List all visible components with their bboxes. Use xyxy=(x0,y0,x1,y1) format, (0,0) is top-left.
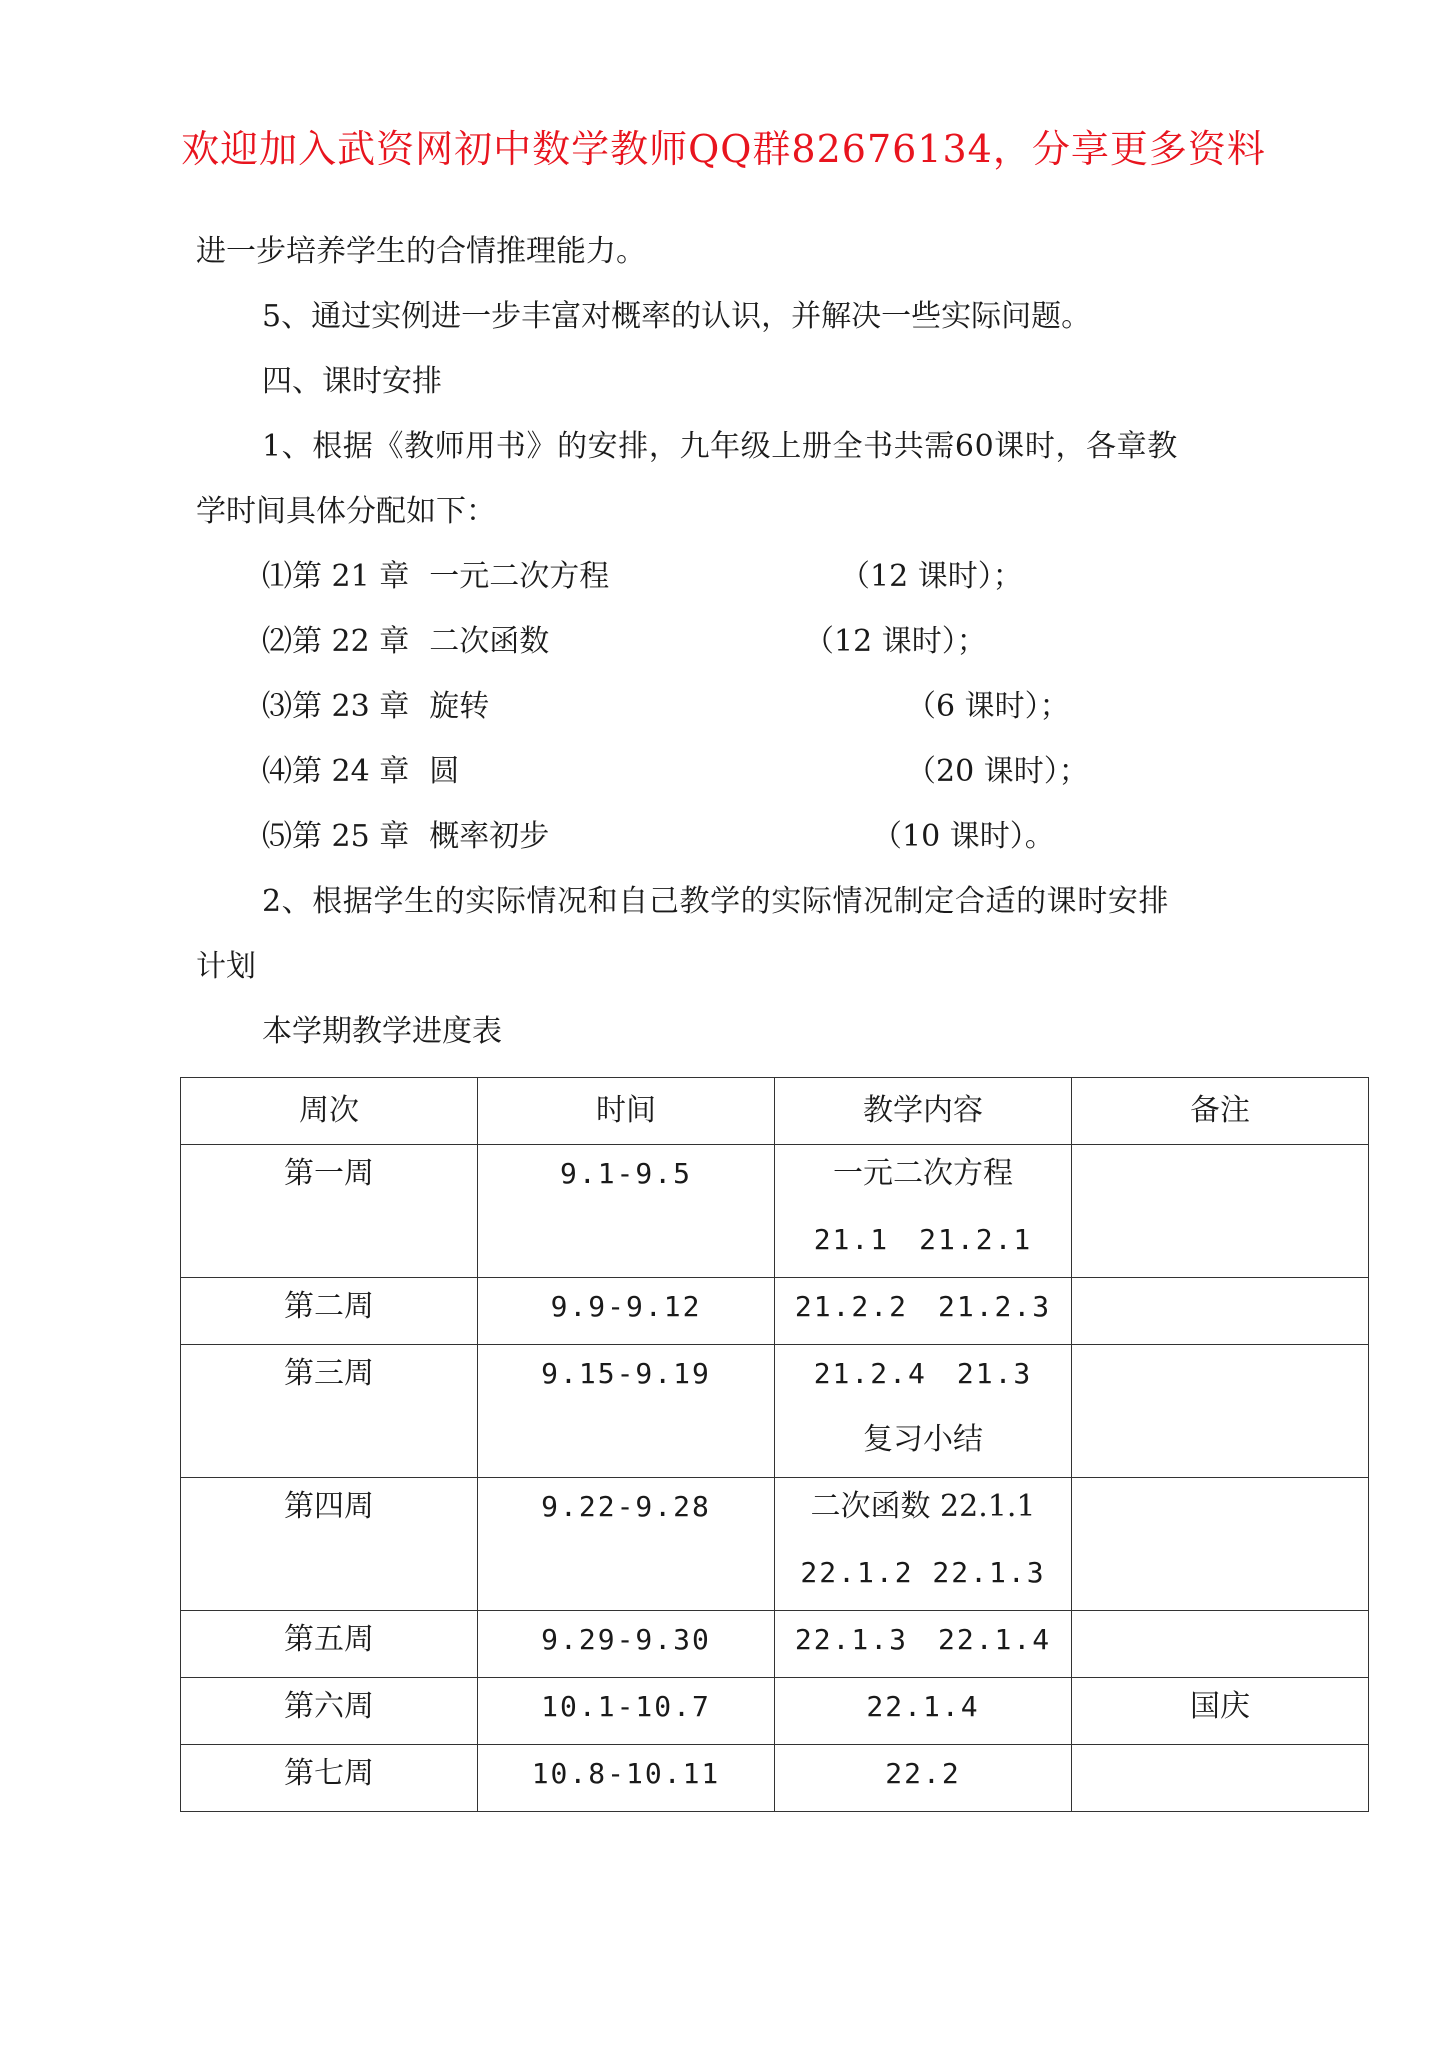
point-2-line-2: 计划 xyxy=(196,949,256,984)
table-row xyxy=(181,1145,1369,1278)
chapter-name: 旋转 xyxy=(429,689,490,724)
chapter-item xyxy=(262,752,1089,792)
chapter-hours: （10 课时）。 xyxy=(872,819,1055,854)
chapter-hours: （6 课时）； xyxy=(906,689,1070,724)
table-title: 本学期教学进度表 xyxy=(262,1014,502,1049)
chapter-item xyxy=(262,622,987,662)
chapter-number: ⑸第 25 章 xyxy=(262,819,410,854)
table-row xyxy=(181,1478,1369,1611)
table-row xyxy=(181,1345,1369,1478)
column-header-week: 周次 xyxy=(181,1078,478,1145)
week-cell: 第一周 xyxy=(181,1145,478,1278)
point-1-line-1: 1、根据《教师用书》的安排，九年级上册全书共需60课时，各章教 xyxy=(262,429,1178,464)
week-cell: 第七周 xyxy=(181,1745,478,1812)
content-cell: 二次函数 22.1.1 22.1.2 22.1.3 xyxy=(775,1478,1072,1611)
chapter-item xyxy=(262,557,1023,597)
week-cell: 第三周 xyxy=(181,1345,478,1478)
chapter-number: ⑷第 24 章 xyxy=(262,754,410,789)
schedule-table xyxy=(180,1077,1369,1812)
chapter-number: ⑴第 21 章 xyxy=(262,559,410,594)
week-cell: 第五周 xyxy=(181,1611,478,1678)
chapter-name: 二次函数 xyxy=(429,624,550,659)
time-cell: 10.1-10.7 xyxy=(478,1678,775,1745)
time-cell: 9.15-9.19 xyxy=(478,1345,775,1478)
table-row xyxy=(181,1745,1369,1812)
column-header-content: 教学内容 xyxy=(775,1078,1072,1145)
table-row xyxy=(181,1678,1369,1745)
week-cell: 第六周 xyxy=(181,1678,478,1745)
chapter-item xyxy=(262,687,1070,727)
content-cell: 21.2.2 21.2.3 xyxy=(775,1278,1072,1345)
chapter-name: 概率初步 xyxy=(429,819,550,854)
table-row xyxy=(181,1278,1369,1345)
time-cell: 9.29-9.30 xyxy=(478,1611,775,1678)
time-cell: 9.9-9.12 xyxy=(478,1278,775,1345)
page-header-banner: 欢迎加入武资网初中数学教师QQ群82676134，分享更多资料 xyxy=(181,127,1266,171)
column-header-time: 时间 xyxy=(478,1078,775,1145)
time-cell: 9.1-9.5 xyxy=(478,1145,775,1278)
chapter-number: ⑶第 23 章 xyxy=(262,689,410,724)
table-row xyxy=(181,1611,1369,1678)
week-cell: 第四周 xyxy=(181,1478,478,1611)
note-cell xyxy=(1072,1478,1369,1611)
chapter-item xyxy=(262,817,1055,857)
body-line-2: 5、通过实例进一步丰富对概率的认识，并解决一些实际问题。 xyxy=(262,299,1092,334)
content-cell: 一元二次方程 21.1 21.2.1 xyxy=(775,1145,1072,1278)
table-header-row xyxy=(181,1078,1369,1145)
chapter-number: ⑵第 22 章 xyxy=(262,624,410,659)
note-cell xyxy=(1072,1278,1369,1345)
time-cell: 10.8-10.11 xyxy=(478,1745,775,1812)
chapter-name: 圆 xyxy=(429,754,460,789)
note-cell xyxy=(1072,1611,1369,1678)
point-2-line-1: 2、根据学生的实际情况和自己教学的实际情况制定合适的课时安排 xyxy=(262,884,1170,919)
content-cell: 22.1.3 22.1.4 xyxy=(775,1611,1072,1678)
chapter-name: 一元二次方程 xyxy=(429,559,610,594)
note-cell xyxy=(1072,1345,1369,1478)
chapter-hours: （12 课时）； xyxy=(804,624,987,659)
section-4-title: 四、课时安排 xyxy=(262,364,442,399)
column-header-note: 备注 xyxy=(1072,1078,1369,1145)
chapter-hours: （12 课时）； xyxy=(840,559,1023,594)
note-cell xyxy=(1072,1145,1369,1278)
body-line-1: 进一步培养学生的合情推理能力。 xyxy=(196,234,646,269)
chapter-hours: （20 课时）； xyxy=(906,754,1089,789)
note-cell xyxy=(1072,1745,1369,1812)
time-cell: 9.22-9.28 xyxy=(478,1478,775,1611)
content-cell: 22.2 xyxy=(775,1745,1072,1812)
content-cell: 22.1.4 xyxy=(775,1678,1072,1745)
content-cell: 21.2.4 21.3 复习小结 xyxy=(775,1345,1072,1478)
note-cell: 国庆 xyxy=(1072,1678,1369,1745)
week-cell: 第二周 xyxy=(181,1278,478,1345)
point-1-line-2: 学时间具体分配如下： xyxy=(196,494,496,529)
